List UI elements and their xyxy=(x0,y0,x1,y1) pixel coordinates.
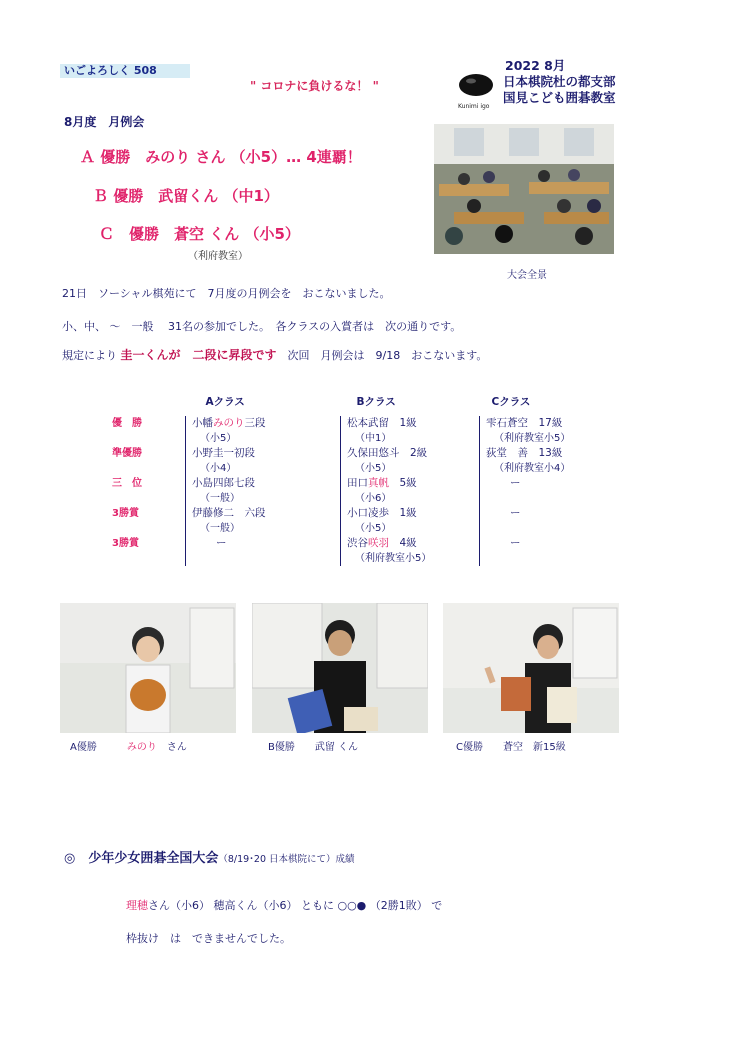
b-winner-caption: B優勝 武留 くん xyxy=(268,742,359,753)
header-date: 2022 8月 xyxy=(505,58,566,73)
header-b-class: Bクラス xyxy=(356,395,396,408)
a-winner-photo xyxy=(60,603,236,733)
results-table xyxy=(112,392,640,566)
b-class-grade: （小5） xyxy=(341,521,480,536)
promotion-note: 圭一くんが 二段に昇段です xyxy=(120,348,277,362)
a-class-grade: （一般） xyxy=(186,491,341,506)
slogan: " コロナに負けるな！ " xyxy=(250,79,379,93)
header-school: 国見こども囲碁教室 xyxy=(503,90,616,105)
header-info xyxy=(503,58,616,106)
rank-label: 三 位 xyxy=(112,478,142,489)
national-tournament-detail: （8/19･20 日本棋院にて）成績 xyxy=(218,854,355,865)
national-result-line-2: 枠抜け は できませんでした。 xyxy=(126,932,291,945)
a-class-name: 小島四郎七段 xyxy=(186,476,341,491)
c-class-winner-school: （利府教室） xyxy=(188,251,248,262)
paragraph-2: 小、中、 ～ 一般 31名の参加でした。 各クラスの入賞者は 次の通りです。 xyxy=(62,320,462,333)
table-row-sub xyxy=(112,551,640,566)
c-winner-caption: C優勝 蒼空 新15級 xyxy=(456,742,566,753)
c-class-name: 雫石蒼空 17級 xyxy=(480,416,641,431)
a-class-grade: （一般） xyxy=(186,521,341,536)
table-row xyxy=(112,416,640,431)
b-winner-photo xyxy=(252,603,428,733)
b-class-grade: （小5） xyxy=(341,461,480,476)
table-row xyxy=(112,536,640,551)
a-class-grade xyxy=(186,551,341,566)
paragraph-3-pre: 規定により xyxy=(62,349,121,362)
a-class-name: 小野圭一初段 xyxy=(186,446,341,461)
national-tournament-title: ◎ 少年少女囲碁全国大会（8/19･20 日本棋院にて）成績 xyxy=(64,851,355,866)
b-class-name: 田口真帆 5級 xyxy=(341,476,480,491)
b-class-grade: （利府教室小5） xyxy=(341,551,480,566)
c-class-name: 荻堂 善 13級 xyxy=(480,446,641,461)
b-class-name: 松本武留 1級 xyxy=(341,416,480,431)
b-class-name: 久保田悠斗 2級 xyxy=(341,446,480,461)
paragraph-1: 21日 ソーシャル棋苑にて 7月度の月例会を おこないました。 xyxy=(62,287,391,300)
header-a-class: Aクラス xyxy=(205,395,245,408)
c-class-grade: （利府教室小5） xyxy=(480,431,641,446)
a-class-grade: （小5） xyxy=(186,431,341,446)
logo-text: Kunimi igo xyxy=(458,103,490,110)
rank-label: 優 勝 xyxy=(112,418,142,429)
section-title: 8月度 月例会 xyxy=(64,115,145,129)
b-class-grade: （小6） xyxy=(341,491,480,506)
c-class-name: ー xyxy=(480,506,641,521)
b-class-grade: （中1） xyxy=(341,431,480,446)
c-winner-photo xyxy=(443,603,619,733)
b-class-winner: Ｂ 優勝 武留くん （中1） xyxy=(93,187,279,205)
a-class-grade: （小4） xyxy=(186,461,341,476)
table-row-sub xyxy=(112,521,640,536)
header-c-class: Cクラス xyxy=(491,395,531,408)
results-header-row xyxy=(112,392,640,416)
paragraph-3-post: 次回 月例会は 9/18 おこないます。 xyxy=(276,349,488,362)
newsletter-tag: いごよろしく 508 xyxy=(60,64,190,78)
a-class-name: 伊藤修二 六段 xyxy=(186,506,341,521)
rank-label: 準優勝 xyxy=(112,448,142,459)
table-row-sub xyxy=(112,461,640,476)
c-class-grade xyxy=(480,491,641,506)
rank-label: 3勝賞 xyxy=(112,538,139,549)
a-class-name: 小幡みのり三段 xyxy=(186,416,341,431)
c-class-grade xyxy=(480,551,641,566)
main-photo-caption: 大会全景 xyxy=(507,270,547,281)
rank-label: 3勝賞 xyxy=(112,508,139,519)
table-row xyxy=(112,446,640,461)
a-class-name: ー xyxy=(186,536,341,551)
c-class-grade: （利府教室小4） xyxy=(480,461,641,476)
table-row-sub xyxy=(112,431,640,446)
c-class-name: ー xyxy=(480,476,641,491)
table-row-sub xyxy=(112,491,640,506)
tournament-hall-photo xyxy=(434,124,614,254)
a-class-winner: Ａ 優勝 みのり さん （小5）… 4連覇！ xyxy=(80,148,362,166)
b-class-name: 小口凌歩 1級 xyxy=(341,506,480,521)
table-row xyxy=(112,506,640,521)
c-class-winner: Ｃ 優勝 蒼空 くん （小5） xyxy=(99,225,300,243)
b-class-name: 渋谷咲羽 4級 xyxy=(341,536,480,551)
table-row xyxy=(112,476,640,491)
paragraph-3 xyxy=(62,346,487,363)
c-class-grade xyxy=(480,521,641,536)
c-class-name: ー xyxy=(480,536,641,551)
national-result-line-1: 理穂さん（小6） 穂高くん（小6） ともに ○○● （2勝1敗） で xyxy=(126,899,443,912)
a-winner-caption: A優勝 みのり さん xyxy=(70,742,187,753)
header-branch: 日本棋院杜の都支部 xyxy=(503,74,616,89)
go-stone-logo-icon xyxy=(458,68,494,104)
